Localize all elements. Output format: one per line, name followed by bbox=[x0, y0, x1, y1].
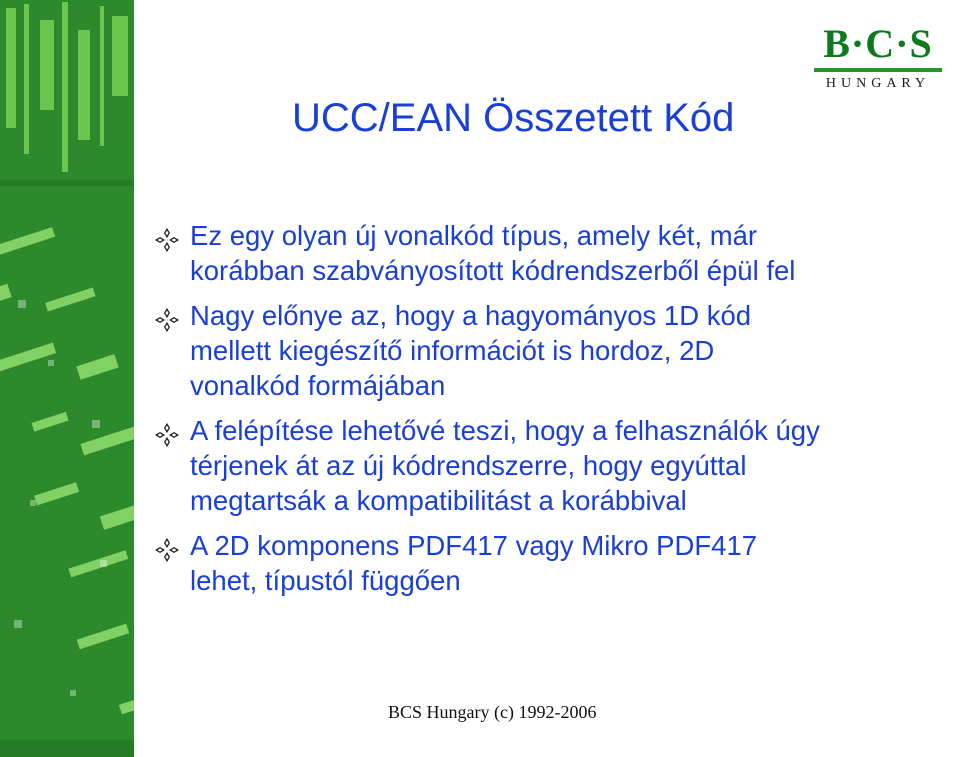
diamond-bullet-icon bbox=[154, 422, 180, 448]
diamond-bullet-icon bbox=[154, 227, 180, 253]
bullet-line: korábban szabványosított kódrendszerből épül fel bbox=[190, 255, 796, 286]
logo-sub-text: HUNGARY bbox=[825, 76, 931, 91]
bullet-line: A felépítése lehetővé teszi, hogy a felhasználók úgy bbox=[190, 415, 820, 446]
diamond-bullet-icon bbox=[154, 537, 180, 563]
bullet-line: lehet, típustól függően bbox=[190, 565, 461, 596]
bullet-item bbox=[150, 528, 958, 598]
bullet-line: Ez egy olyan új vonalkód típus, amely két, már bbox=[190, 220, 758, 251]
bcs-hungary-logo bbox=[812, 22, 944, 94]
bullet-item bbox=[150, 218, 958, 288]
bullet-line: vonalkód formájában bbox=[190, 370, 446, 401]
bullet-list bbox=[150, 218, 958, 608]
bullet-line: térjenek át az új kódrendszerre, hogy egyúttal bbox=[190, 450, 747, 481]
footer-copyright: BCS Hungary (c) 1992-2006 bbox=[388, 702, 597, 722]
bullet-item bbox=[150, 413, 958, 518]
bullet-line: Nagy előnye az, hogy a hagyományos 1D kód bbox=[190, 300, 752, 331]
barcode-pattern-icon bbox=[0, 0, 134, 757]
diamond-bullet-icon bbox=[154, 307, 180, 333]
bullet-line: A 2D komponens PDF417 vagy Mikro PDF417 bbox=[190, 530, 758, 561]
bullet-item bbox=[150, 298, 958, 403]
logo-main-text: B·C·S bbox=[823, 21, 933, 66]
decorative-sidebar bbox=[0, 0, 134, 757]
slide-title: UCC/EAN Összetett Kód bbox=[292, 96, 735, 140]
bullet-line: mellett kiegészítő információt is hordoz, 2D bbox=[190, 335, 715, 366]
bullet-line: megtartsák a kompatibilitást a korábbival bbox=[190, 485, 687, 516]
logo-divider bbox=[814, 68, 942, 72]
